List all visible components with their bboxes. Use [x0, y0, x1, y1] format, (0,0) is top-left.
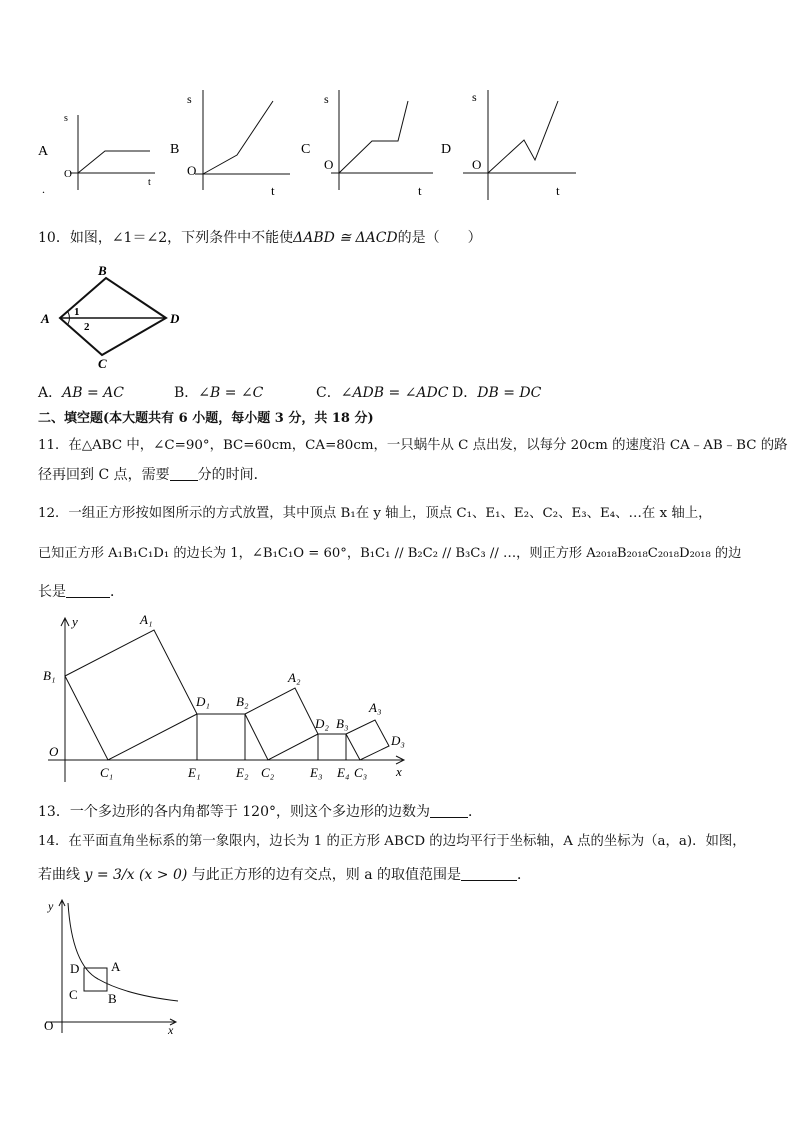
q12-label-b3: B₃ — [336, 716, 349, 731]
q12-line2: 已知正方形 A₁B₁C₁D₁ 的边长为 1，∠B₁C₁O = 60°，B₁C₁ // B₂C₂ // B₃C₃ // …，则正方形 A₂₀₁₈B₂₀₁₈C₂₀₁₈D₂₀₁₈ 的边 — [38, 546, 742, 561]
q12-rect-1 — [197, 714, 245, 760]
section-2-heading: 二、填空题(本大题共有 6 小题，每小题 3 分，共 18 分) — [38, 411, 374, 426]
q12-answer-blank — [66, 583, 110, 598]
graph-c-curve — [339, 101, 408, 173]
q10-angle-2: 2 — [84, 321, 90, 333]
q14-line2 — [38, 866, 531, 884]
q14-label-c: C — [69, 987, 78, 1002]
graph-a-option-label: A — [38, 144, 49, 159]
q10-option-b-expr: ∠B = ∠C — [198, 385, 264, 401]
q10-number: 10． — [38, 230, 70, 246]
q12-label-c3: C₃ — [354, 765, 368, 780]
q10-stem-post: 的是（ ） — [397, 230, 482, 246]
q10-option-c — [316, 384, 448, 402]
q10-stem — [38, 229, 482, 247]
q10-kite-svg — [36, 262, 196, 372]
q12-label-c2: C₂ — [261, 765, 275, 780]
q10-option-a-expr: AB = AC — [62, 385, 124, 401]
q9-graph-b — [165, 85, 295, 200]
q12-line3-pre: 长是 — [38, 584, 66, 600]
q10-label-a: A — [41, 311, 50, 326]
q12-label-e3: E₃ — [310, 765, 323, 780]
q12-label-e2: E₂ — [236, 765, 249, 780]
graph-d-option-label: D — [441, 142, 452, 157]
q9-graph-a — [30, 105, 165, 200]
q9-graph-d — [438, 85, 583, 205]
q13-pre: 13．一个多边形的各内角都等于 120°，则这个多边形的边数为 — [38, 804, 430, 820]
q10-option-c-expr: ∠ADB = ∠ADC — [340, 385, 449, 401]
q14-label-o: O — [44, 1018, 54, 1033]
q12-rect-2 — [318, 734, 346, 760]
q14-line2-post: ． — [517, 867, 532, 883]
q12-figure — [36, 610, 416, 785]
q14-graph-svg — [36, 895, 186, 1035]
q12-square-3 — [346, 720, 389, 760]
q12-label-e4: E₄ — [337, 765, 350, 780]
q10-angle-1: 1 — [74, 306, 80, 318]
q10-option-d-expr: DB = DC — [477, 385, 542, 401]
q12-squares-svg — [36, 610, 416, 785]
q13-answer-blank — [430, 803, 468, 818]
q10-stem-pre: 如图，∠1＝∠2，下列条件中不能使 — [69, 230, 294, 246]
q12-label-d2: D₂ — [315, 716, 329, 731]
q11-line2-pre: 径再回到 C 点，需要 — [38, 467, 170, 483]
q12-label-c1: C₁ — [100, 765, 114, 780]
graph-d-svg — [438, 85, 583, 205]
q12-label-d1: D₁ — [196, 694, 210, 709]
graph-d-s-label: s — [472, 90, 477, 104]
q12-square-1 — [65, 630, 197, 760]
q14-label-b: B — [108, 991, 117, 1006]
q14-curve: y = 3/x (x > 0) — [84, 867, 188, 883]
q10-option-a-key: A． — [38, 385, 63, 401]
graph-d-curve — [488, 101, 558, 173]
q10-label-c: C — [98, 356, 107, 371]
q10-option-b — [174, 384, 263, 402]
q12-label-e1: E₁ — [188, 765, 201, 780]
q11-line2-post: 分的时间． — [197, 467, 268, 483]
q10-figure — [36, 262, 196, 372]
graph-c-t-label: t — [418, 183, 422, 198]
graph-c-s-label: s — [324, 92, 329, 106]
q14-line1: 14．在平面直角坐标系的第一象限内，边长为 1 的正方形 ABCD 的边均平行于坐标轴，A 点的坐标为（a，a)．如图， — [38, 834, 746, 849]
graph-b-svg — [165, 85, 295, 200]
q12-label-y: y — [72, 614, 78, 629]
q12-label-a2: A₂ — [288, 670, 301, 685]
graph-b-s-label: s — [187, 92, 192, 106]
q12-square-2 — [245, 688, 318, 760]
graph-a-dot: . — [42, 182, 45, 196]
graph-a-curve — [78, 151, 150, 173]
q10-label-d: D — [170, 311, 180, 326]
graph-c-option-label: C — [301, 142, 311, 157]
q10-option-d — [452, 384, 541, 402]
q10-option-b-key: B． — [174, 385, 199, 401]
graph-c-svg — [298, 85, 438, 200]
graph-a-origin: O — [64, 168, 72, 180]
q12-line3-post: ． — [110, 584, 124, 600]
q10-option-d-key: D． — [452, 385, 478, 401]
q12-label-a1: A₁ — [140, 612, 153, 627]
q14-label-x: x — [168, 1023, 174, 1035]
q11-line2 — [38, 466, 268, 484]
q14-line2-mid: 与此正方形的边有交点，则 a 的取值范围是 — [191, 867, 462, 883]
graph-d-origin: O — [472, 157, 482, 172]
graph-d-t-label: t — [556, 183, 560, 198]
graph-b-option-label: B — [170, 142, 180, 157]
q14-line2-pre: 若曲线 — [38, 867, 80, 883]
q14-square-abcd — [84, 968, 107, 991]
q12-label-a3: A₃ — [369, 700, 382, 715]
q12-label-o: O — [49, 744, 59, 759]
q14-label-y: y — [48, 899, 54, 913]
graph-c-origin: O — [324, 157, 334, 172]
q14-label-a: A — [111, 959, 121, 974]
q11-line1: 11．在△ABC 中，∠C=90°，BC=60cm，CA=80cm，一只蜗牛从 C 点出发，以每分 20cm 的速度沿 CA﹣AB﹣BC 的路 — [38, 438, 788, 453]
q14-answer-blank — [461, 866, 517, 881]
q12-label-x: x — [396, 764, 402, 779]
q13 — [38, 803, 482, 821]
q10-option-c-key: C． — [316, 385, 341, 401]
graph-b-t-label: t — [271, 183, 275, 198]
q14-figure — [36, 895, 186, 1035]
q13-post: ． — [468, 804, 482, 820]
q12-label-d3: D₃ — [391, 733, 405, 748]
q12-line1: 12．一组正方形按如图所示的方式放置，其中顶点 B₁在 y 轴上，顶点 C₁、E₁、E₂、C₂、E₃、E₄、…在 x 轴上， — [38, 506, 712, 521]
q10-label-b: B — [98, 263, 107, 278]
q10-option-a — [38, 384, 124, 402]
q12-line3 — [38, 583, 124, 601]
q10-stem-math: ΔABD ≅ ΔACD — [293, 230, 398, 246]
graph-a-s-label: s — [64, 113, 68, 124]
graph-a-svg — [30, 105, 165, 200]
graph-b-curve — [203, 101, 273, 174]
q14-label-d: D — [70, 961, 80, 976]
graph-a-t-label: t — [148, 177, 151, 188]
q12-label-b2: B₂ — [236, 694, 249, 709]
q9-graph-c — [298, 85, 438, 200]
q11-answer-blank — [170, 466, 198, 481]
graph-b-origin: O — [187, 163, 197, 178]
q12-label-b1: B₁ — [43, 668, 56, 683]
